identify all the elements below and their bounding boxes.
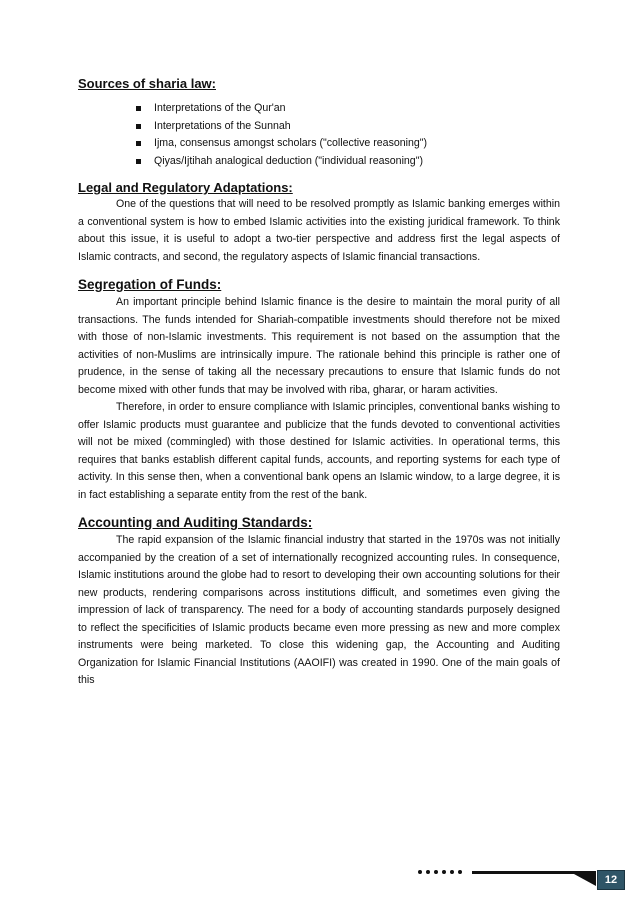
- section-sources: [78, 76, 560, 170]
- section-segregation-of-funds: [78, 276, 560, 504]
- section-legal-regulatory: [78, 180, 560, 266]
- square-bullet-icon: [136, 159, 141, 164]
- bullet-list-sources: [78, 100, 560, 170]
- heading-segregation-of-funds: Segregation of Funds:: [78, 277, 222, 292]
- square-bullet-icon: [136, 106, 141, 111]
- page-number-badge: 12: [597, 870, 625, 890]
- square-bullet-icon: [136, 124, 141, 129]
- document-page: [78, 76, 560, 690]
- paragraph: Therefore, in order to ensure compliance with Islamic principles, conventional banks wishing to offer Islamic products must guarantee and publicize that the funds devoted to conventional activities will not be mixed (commingled) with those destined for Islamic activities. In operational terms, this requires that banks establish different capital funds, accounts, and reporting systems for each type of activity. In this sense then, when a conventional bank opens an Islamic window, to a large degree, it is in fact establishing a separate entity from the rest of the bank.: [78, 401, 560, 501]
- list-item: Interpretations of the Qur'an: [136, 100, 560, 118]
- footer-dots-ornament: [418, 870, 462, 874]
- list-item: Ijma, consensus amongst scholars ("collective reasoning"): [136, 135, 560, 153]
- paragraph: The rapid expansion of the Islamic financial industry that started in the 1970s was not initially accompanied by the creation of a set of internationally recognized accounting rules. In consequence, Islamic institutions around the globe had to resort to developing their own accounting solutions for their new products, rendering comparisons across institutions difficult, and sometimes even giving the impression of lack of transparency. The need for a body of accounting standards purposely designed to reflect the specificities of Islamic products became even more pressing as new and more complex instruments were being marketed. To close this widening gap, the Accounting and Auditing Organization for Islamic Financial Institutions (AAOIFI) was created in 1990. One of the main goals of this: [78, 534, 560, 686]
- section-accounting-auditing: [78, 514, 560, 690]
- heading-sources-of-sharia-law: Sources of sharia law:: [78, 76, 216, 91]
- heading-accounting-auditing-standards: Accounting and Auditing Standards:: [78, 515, 313, 530]
- square-bullet-icon: [136, 141, 141, 146]
- paragraph: One of the questions that will need to be resolved promptly as Islamic banking emerges within a conventional system is how to embed Islamic activities into the existing juridical framework. To think about this issue, it is useful to adopt a two-tier perspective and address first the legal aspects of Islamic contracts, and second, the regulatory aspects of Islamic financial transactions.: [78, 198, 560, 263]
- footer-wedge-ornament: [574, 874, 596, 886]
- heading-legal-regulatory-adaptations: Legal and Regulatory Adaptations:: [78, 180, 293, 195]
- paragraph: An important principle behind Islamic finance is the desire to maintain the moral purity of all transactions. The funds intended for Shariah-compatible investments should therefore not be mixed with those of non-Islamic investments. This requirement is not based on the assumption that the activities of non-Muslims are intrinsically impure. The rationale behind this principle is rather one of prudence, in the sense of taking all the necessary precautions to ensure that Islamic funds do not become mixed with other funds that may be involved with riba, gharar, or haram activities.: [78, 296, 560, 396]
- list-item: Interpretations of the Sunnah: [136, 118, 560, 136]
- list-item: Qiyas/Ijtihah analogical deduction ("individual reasoning"): [136, 153, 560, 171]
